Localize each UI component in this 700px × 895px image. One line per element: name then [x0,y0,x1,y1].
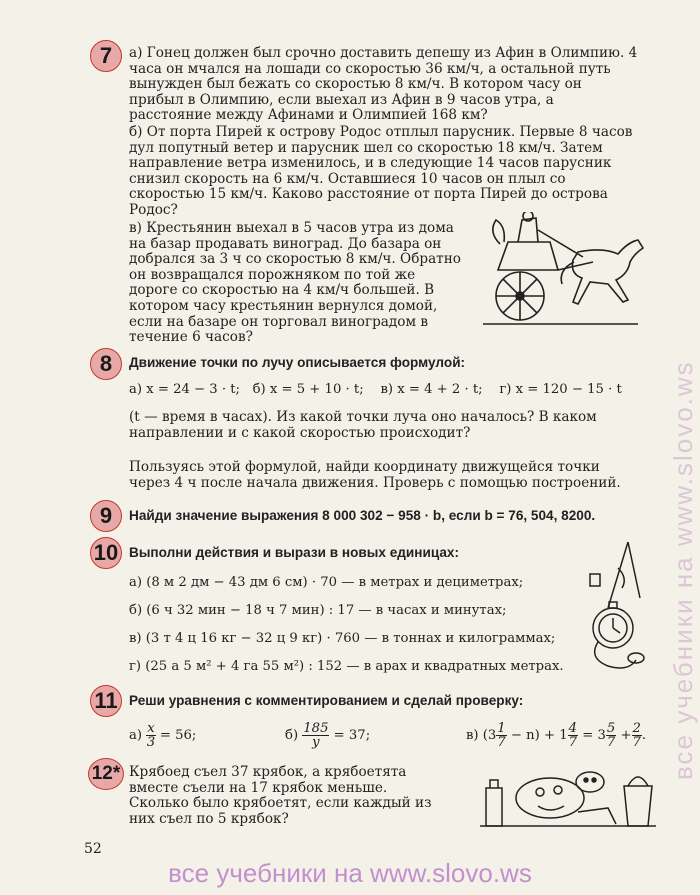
problem-12-number: 12* [88,758,124,790]
problem-10a: а) (8 м 2 дм − 43 дм 6 см) · 70 — в метрах и дециметрах; [129,575,524,590]
problem-10-intro: Выполни действия и вырази в новых единицах: [129,545,460,560]
problem-8-task: Пользуясь этой формулой, найди координату движущейся точки через 4 ч после начала движения. Проверь с помощью построений. [129,459,621,491]
problem-9-number: 9 [90,500,122,532]
problem-10b: б) (6 ч 32 мин − 18 ч 7 мин) : 17 — в часах и минутах; [129,603,507,618]
problem-8-number: 8 [90,348,122,380]
kryaboed-illustration [478,752,658,830]
problem-12-text: Крябоед съел 37 крябок, а крябоетята вместе съели на 17 крябок меньше. Сколько было крябоетят, если каждый из них съел по 5 крябок? [129,764,432,827]
problem-11-intro: Реши уравнения с комментированием и сделай проверку: [129,693,524,708]
problem-11-number: 11 [90,685,122,717]
problem-8v: в) x = 4 + 2 · t; [380,382,483,397]
problem-8-intro: Движение точки по лучу описывается формулой: [129,355,466,370]
problem-8g: г) x = 120 − 15 · t [499,382,622,397]
equation-b: б) $\frac{185}{y}$ = 37; [285,721,371,750]
watermark-side: все учебники на www.slovo.ws [668,360,698,780]
fraction-185-over-y: $\frac{185}{y}$ [303,721,329,750]
problem-10-number: 10 [90,537,122,569]
page-number: 52 [84,841,102,857]
stopwatch-illustration [578,538,653,678]
fraction-x-over-3: $\frac{x}{3}$ [146,721,156,750]
problem-9-text: Найди значение выражения 8 000 302 − 958 · b, если b = 76, 504, 8200. [129,508,596,523]
equation-v: в) (3 $\frac{1}{7}$ − n) + 1 $\frac{4}{7}$ = 3 $\frac{5}{7}$ + $\frac{2}{7}$ . [466,721,647,750]
problem-8-note: (t — время в часах). Из какой точки луча оно началось? В каком направлении и с какой скоростью происходит? [129,409,597,441]
problem-7-number: 7 [90,40,122,72]
problem-10v: в) (3 т 4 ц 16 кг − 32 ц 9 кг) · 760 — в тоннах и килограммах; [129,631,556,646]
watermark-bottom: все учебники на www.slovo.ws [168,858,532,888]
problem-7b-text: б) От порта Пирей к острову Родос отплыл парусник. Первые 8 часов дул попутный ветер и парусник шел со скоростью 18 км/ч. Затем направление ветра изменилось, и в следующие 14 часов парусник снизил скорость на 6 км/ч. Оставшиеся 10 часов он плыл со скоростью 15 км/ч. Каково расстояние от порта Пирей до острова Родос? [129,124,633,218]
problem-10g: г) (25 а 5 м² + 4 га 55 м²) : 152 — в арах и квадратных метрах. [129,659,564,674]
equation-a: а) $\frac{x}{3}$ = 56; [129,721,197,750]
problem-8-items [129,382,622,397]
chariot-illustration [478,212,648,334]
problem-8b: б) x = 5 + 10 · t; [252,382,364,397]
problem-7a-text: а) Гонец должен был срочно доставить депешу из Афин в Олимпию. 4 часа он мчался на лошади со скоростью 36 км/ч, а остальной путь вынужден был бежать со скоростью 8 км/ч. В котором часу он прибыл в Олимпию, если выехал из Афин в 9 часов утра, а расстояние между Афинами и Олимпией 168 км? [129,45,638,124]
problem-7v-text: в) Крестьянин выехал в 5 часов утра из дома на базар продавать виноград. До базара он добрался за 3 ч со скоростью 8 км/ч. Обратно он возвращался порожняком по той же дороге со скоростью на 4 км/ч большей. В котором часу крестьянин вернулся домой, если на базаре он торговал виноградом в течение 6 часов? [129,220,461,346]
problem-8a: а) x = 24 − 3 · t; [129,382,240,397]
